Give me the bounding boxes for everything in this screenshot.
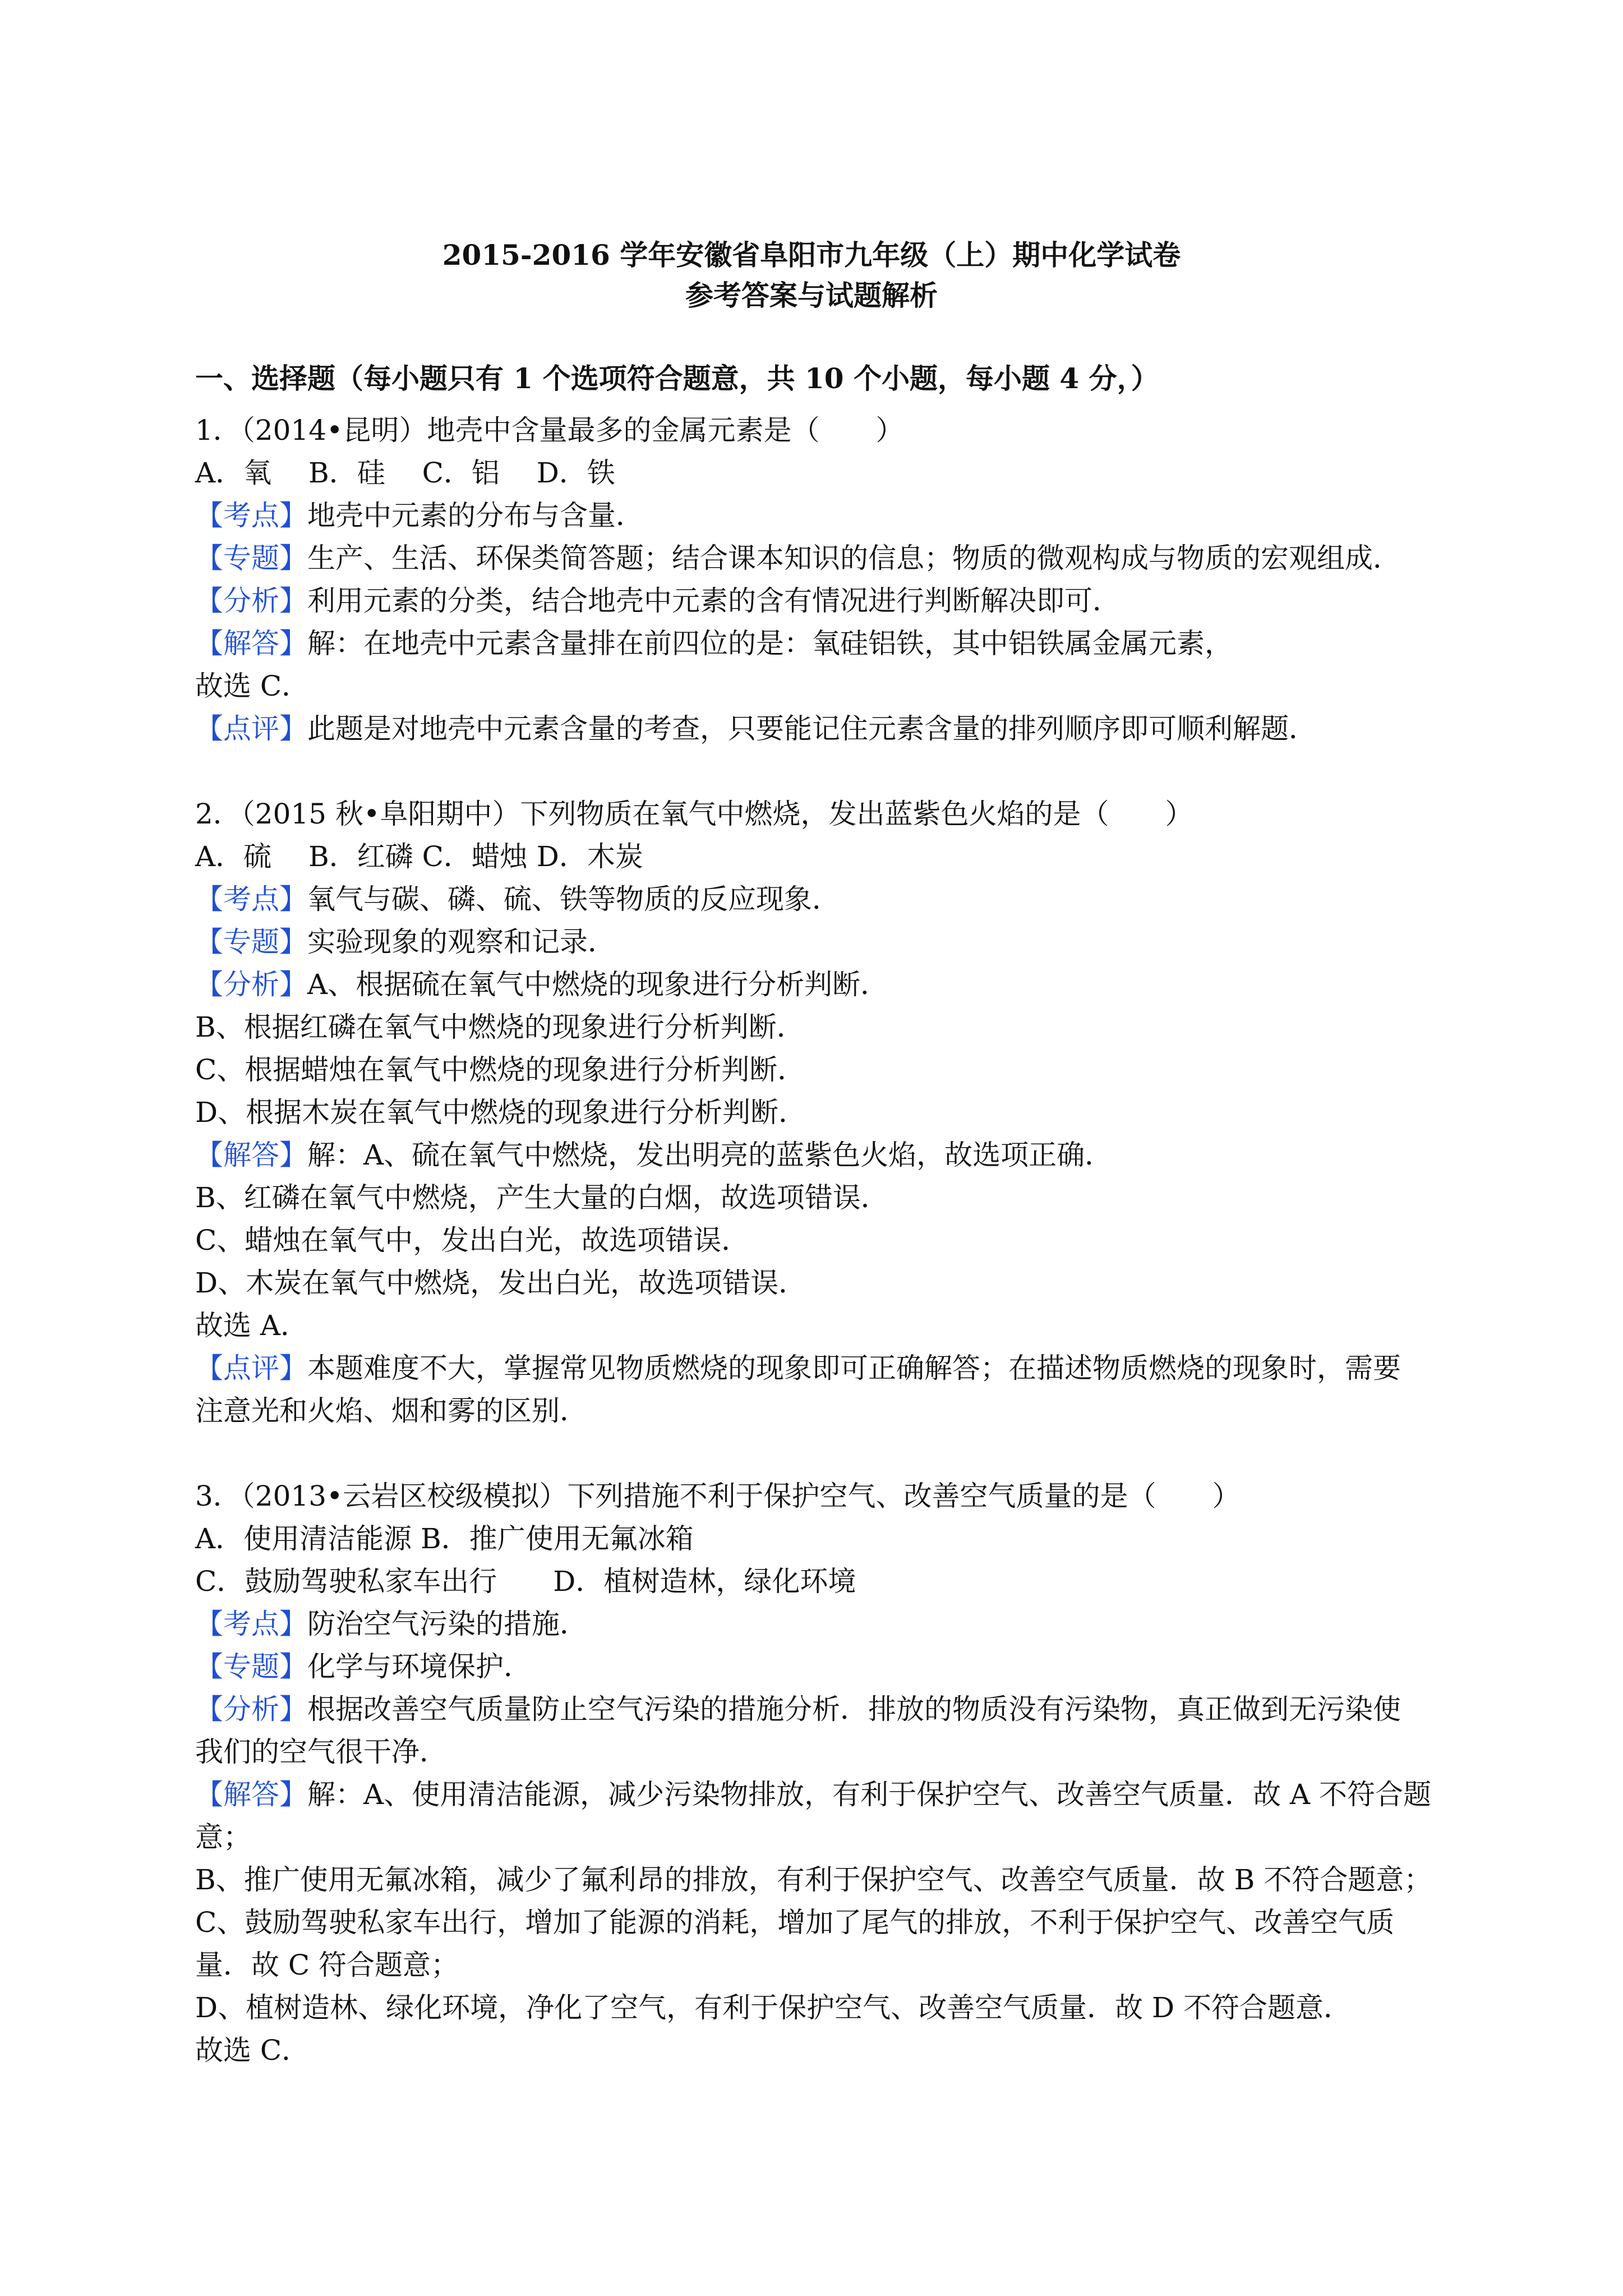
line-text: D、根据木炭在氧气中燃烧的现象进行分析判断． — [195, 1096, 807, 1129]
line-text: C．鼓励驾驶私家车出行 D．植树造林，绿化环境 — [195, 1565, 856, 1598]
text-line — [195, 1091, 1446, 1134]
blank-line — [195, 750, 1446, 793]
line-text: 防治空气污染的措施． — [307, 1608, 588, 1640]
line-text: 实验现象的观察和记录． — [307, 926, 616, 958]
label-tag: 【分析】 — [195, 1693, 307, 1726]
line-text: B、推广使用无氟冰箱，减少了氟利昂的排放，有利于保护空气、改善空气质量．故 B 不符合题意； — [195, 1864, 1432, 1896]
line-text: 利用元素的分类，结合地壳中元素的含有情况进行判断解决即可． — [307, 585, 1121, 617]
line-text: 生产、生活、环保类简答题；结合课本知识的信息；物质的微观构成与物质的宏观组成． — [307, 542, 1401, 574]
text-line — [195, 793, 1446, 835]
text-line — [195, 963, 1446, 1006]
line-text: A．氧 B．硅 C．铝 D．铁 — [195, 457, 615, 489]
text-line — [195, 665, 1446, 707]
label-tag: 【解答】 — [195, 1778, 307, 1811]
line-text: 量．故 C 符合题意； — [195, 1949, 459, 1981]
text-line — [195, 1134, 1446, 1176]
document-body — [195, 409, 1446, 2072]
blank-line — [195, 1432, 1446, 1475]
line-text: 氧气与碳、磷、硫、铁等物质的反应现象． — [307, 883, 840, 915]
text-line — [195, 707, 1446, 750]
line-text: 故选 A． — [195, 1309, 309, 1342]
line-text: 2．（2015 秋•阜阳期中）下列物质在氧气中燃烧，发出蓝紫色火焰的是（ ） — [195, 798, 1193, 830]
text-line — [195, 494, 1446, 537]
line-text: 故选 C． — [195, 2034, 310, 2067]
label-tag: 【解答】 — [195, 1139, 307, 1171]
text-line — [195, 452, 1446, 494]
line-text: A、根据硫在氧气中燃烧的现象进行分析判断． — [307, 968, 889, 1001]
line-text: 故选 C． — [195, 670, 310, 702]
line-text: 本题难度不大，掌握常见物质燃烧的现象即可正确解答；在描述物质燃烧的现象时，需要 — [307, 1352, 1401, 1384]
line-text: 我们的空气很干净． — [195, 1736, 448, 1768]
label-tag: 【专题】 — [195, 542, 307, 574]
text-line — [195, 1048, 1446, 1091]
text-line — [195, 1731, 1446, 1773]
line-text: C、根据蜡烛在氧气中燃烧的现象进行分析判断． — [195, 1053, 806, 1086]
text-line — [195, 1347, 1446, 1389]
text-line — [195, 579, 1446, 622]
text-line — [195, 1816, 1446, 1858]
label-tag: 【考点】 — [195, 1608, 307, 1640]
label-tag: 【分析】 — [195, 585, 307, 617]
text-line — [195, 2029, 1446, 2072]
text-line — [195, 622, 1446, 665]
label-tag: 【点评】 — [195, 712, 307, 745]
text-line — [195, 409, 1446, 452]
text-line — [195, 1304, 1446, 1347]
document-subtitle: 参考答案与试题解析 — [685, 279, 938, 312]
line-text: 根据改善空气质量防止空气污染的措施分析．排放的物质没有污染物，真正做到无污染使 — [307, 1693, 1401, 1726]
text-line — [195, 1389, 1446, 1432]
line-text: C、鼓励驾驶私家车出行，增加了能源的消耗，增加了尾气的排放，不利于保护空气、改善空气质 — [195, 1906, 1395, 1939]
text-line — [195, 878, 1446, 921]
line-text: 化学与环境保护． — [307, 1650, 532, 1683]
line-text: 解：在地壳中元素含量排在前四位的是：氧硅铝铁，其中铝铁属金属元素， — [307, 627, 1233, 660]
text-line — [195, 1688, 1446, 1731]
line-text: C、蜡烛在氧气中，发出白光，故选项错误． — [195, 1224, 750, 1257]
text-line — [195, 835, 1446, 878]
line-text: 意； — [195, 1821, 251, 1853]
text-line — [195, 921, 1446, 963]
label-tag: 【分析】 — [195, 968, 307, 1001]
line-text: 3．（2013•云岩区校级模拟）下列措施不利于保护空气、改善空气质量的是（ ） — [195, 1480, 1241, 1512]
line-text: A．使用清洁能源 B．推广使用无氟冰箱 — [195, 1522, 694, 1555]
line-text: D、植树造林、绿化环境，净化了空气，有利于保护空气、改善空气质量．故 D 不符合题意． — [195, 1991, 1352, 2024]
text-line — [195, 1006, 1446, 1048]
line-text: 地壳中元素的分布与含量． — [307, 499, 644, 532]
line-text: 注意光和火焰、烟和雾的区别． — [195, 1395, 588, 1427]
text-line — [195, 1773, 1446, 1816]
text-line — [195, 537, 1446, 579]
label-tag: 【专题】 — [195, 1650, 307, 1683]
text-line — [195, 1219, 1446, 1262]
text-line — [195, 1262, 1446, 1304]
line-text: 解：A、硫在氧气中燃烧，发出明亮的蓝紫色火焰，故选项正确． — [307, 1139, 1113, 1171]
line-text: 此题是对地壳中元素含量的考查，只要能记住元素含量的排列顺序即可顺利解题． — [307, 712, 1317, 745]
label-tag: 【考点】 — [195, 883, 307, 915]
text-line — [195, 1858, 1446, 1901]
line-text: B、红磷在氧气中燃烧，产生大量的白烟，故选项错误． — [195, 1181, 889, 1214]
text-line — [195, 1603, 1446, 1645]
text-line — [195, 1475, 1446, 1517]
text-line — [195, 1944, 1446, 1986]
line-text: B、根据红磷在氧气中燃烧的现象进行分析判断． — [195, 1011, 805, 1043]
label-tag: 【解答】 — [195, 627, 307, 660]
section-heading: 一、选择题（每小题只有 1 个选项符合题意，共 10 个小题，每小题 4 分，） — [195, 362, 1159, 395]
line-text: A．硫 B．红磷 C．蜡烛 D．木炭 — [195, 840, 643, 873]
document-title: 2015-2016 学年安徽省阜阳市九年级（上）期中化学试卷 — [442, 238, 1181, 272]
text-line — [195, 1986, 1446, 2029]
label-tag: 【考点】 — [195, 499, 307, 532]
text-line — [195, 1901, 1446, 1944]
text-line — [195, 1176, 1446, 1219]
label-tag: 【点评】 — [195, 1352, 307, 1384]
line-text: 1．（2014•昆明）地壳中含量最多的金属元素是（ ） — [195, 414, 904, 447]
line-text: D、木炭在氧气中燃烧，发出白光，故选项错误． — [195, 1267, 807, 1299]
label-tag: 【专题】 — [195, 926, 307, 958]
text-line — [195, 1645, 1446, 1688]
text-line — [195, 1560, 1446, 1603]
text-line — [195, 1517, 1446, 1560]
line-text: 解：A、使用清洁能源，减少污染物排放，有利于保护空气、改善空气质量．故 A 不符合题 — [307, 1778, 1432, 1811]
